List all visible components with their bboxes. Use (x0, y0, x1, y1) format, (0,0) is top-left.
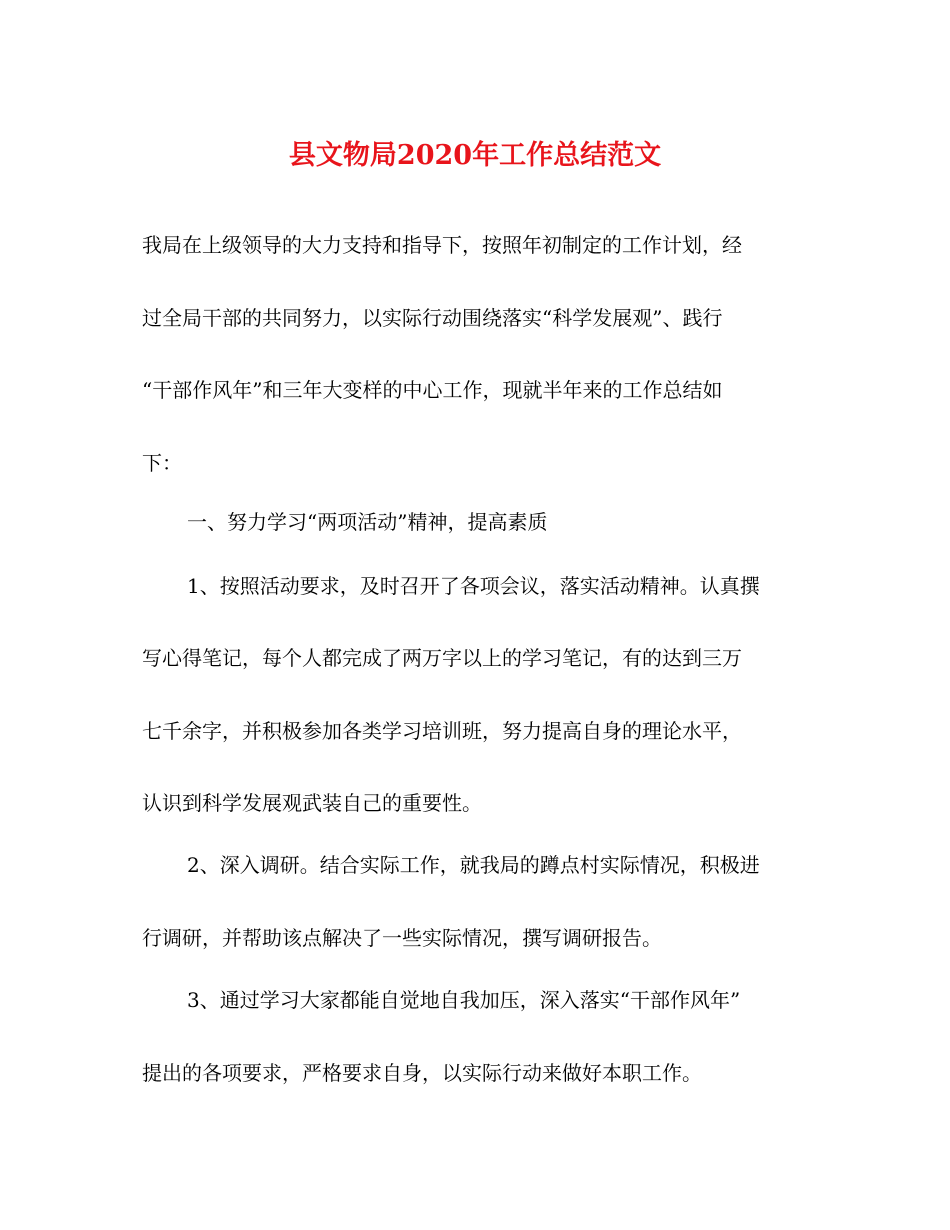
paragraph-line: 过全局干部的共同努力，以实际行动围绕落实“科学发展观”、践行 (142, 306, 723, 330)
paragraph-line: 认识到科学发展观武装自己的重要性。 (142, 791, 482, 815)
paragraph-line: 我局在上级领导的大力支持和指导下，按照年初制定的工作计划，经 (142, 233, 742, 257)
paragraph-line: 提出的各项要求，严格要求自身，以实际行动来做好本职工作。 (142, 1061, 702, 1085)
paragraph-line: 写心得笔记，每个人都完成了两万字以上的学习笔记，有的达到三万 (142, 646, 742, 670)
paragraph-line: 1、按照活动要求，及时召开了各项会议，落实活动精神。认真撰 (187, 574, 760, 598)
paragraph-line: 2、深入调研。结合实际工作，就我局的蹲点村实际情况，积极进 (187, 853, 760, 877)
paragraph-line: “干部作风年”和三年大变样的中心工作，现就半年来的工作总结如 (142, 378, 723, 402)
paragraph-line: 下： (142, 451, 182, 475)
paragraph-line: 行调研，并帮助该点解决了一些实际情况，撰写调研报告。 (142, 926, 662, 950)
section-heading: 一、努力学习“两项活动”精神，提高素质 (187, 510, 548, 534)
document-title: 县文物局2020年工作总结范文 (288, 140, 662, 171)
paragraph-line: 七千余字，并积极参加各类学习培训班，努力提高自身的理论水平， (142, 719, 742, 743)
paragraph-line: 3、通过学习大家都能自觉地自我加压，深入落实“干部作风年” (187, 988, 741, 1012)
